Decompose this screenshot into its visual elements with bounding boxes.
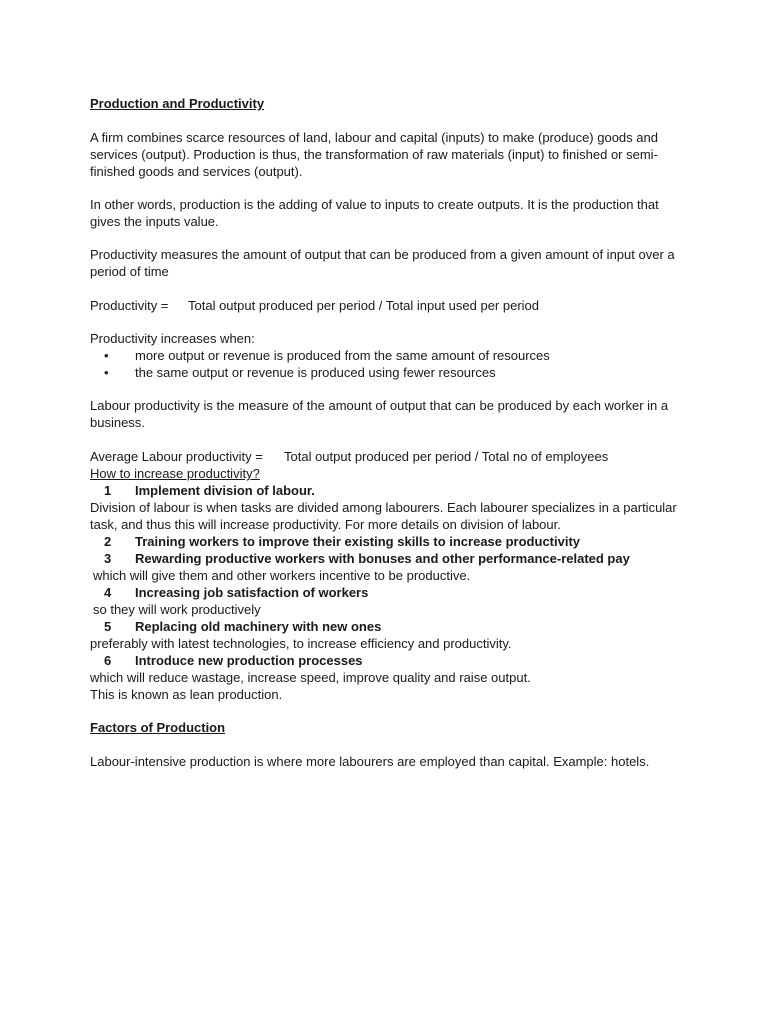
- productivity-definition: Productivity measures the amount of output that can be produced from a given amount of input over a period of time: [90, 247, 675, 279]
- how-to-heading: How to increase productivity?: [90, 466, 260, 481]
- step-5-title: 5 Replacing old machinery with new ones: [104, 619, 382, 634]
- average-labour-formula: [90, 448, 680, 465]
- increases-lead: Productivity increases when:: [90, 331, 255, 346]
- formula-lhs: Productivity =: [90, 298, 169, 313]
- document-page: [90, 95, 680, 770]
- labour-intensive-paragraph: Labour-intensive production is where more labourers are employed than capital. Example: hotels.: [90, 754, 650, 769]
- step-5-body: preferably with latest technologies, to increase efficiency and productivity.: [90, 636, 512, 651]
- step-2-title: 2 Training workers to improve their existing skills to increase productivity: [104, 534, 581, 549]
- step-1-title: 1 Implement division of labour.: [104, 483, 315, 498]
- step-4-body: so they will work productively: [93, 602, 261, 617]
- step-6-title: 6 Introduce new production processes: [104, 653, 363, 668]
- labour-productivity-definition: Labour productivity is the measure of the amount of output that can be produced by each worker in a business.: [90, 398, 669, 430]
- page-title: Production and Productivity: [90, 96, 265, 111]
- step-6-body: which will reduce wastage, increase speed, improve quality and raise output.: [90, 670, 531, 685]
- step-4-title: 4 Increasing job satisfaction of workers: [104, 585, 369, 600]
- productivity-formula: [90, 297, 680, 314]
- step-3-body: which will give them and other workers incentive to be productive.: [93, 568, 471, 583]
- bullet-icon: •: [104, 365, 109, 380]
- step-6-body-2: This is known as lean production.: [90, 687, 283, 702]
- factors-heading: Factors of Production: [90, 720, 226, 735]
- other-words-paragraph: In other words, production is the adding of value to inputs to create outputs. It is the production that gives the inputs value.: [90, 197, 659, 229]
- bullet-icon: •: [104, 348, 109, 363]
- step-1-body: Division of labour is when tasks are divided among labourers. Each labourer specializes in a particular task, and thus this will increase productivity. For more details on division of labour.: [90, 500, 677, 532]
- list-item: • more output or revenue is produced from the same amount of resources: [104, 348, 550, 363]
- avg-formula-rhs: Total output produced per period / Total no of employees: [284, 449, 609, 464]
- formula-rhs: Total output produced per period / Total input used per period: [188, 298, 539, 313]
- intro-paragraph: A firm combines scarce resources of land, labour and capital (inputs) to make (produce) goods and services (output). Production is thus, the transformation of raw materials (input) to finished or semi-finished goods and services (output).: [90, 130, 658, 179]
- avg-formula-lhs: Average Labour productivity =: [90, 449, 263, 464]
- step-3-title: 3 Rewarding productive workers with bonuses and other performance-related pay: [104, 551, 630, 566]
- increases-list: [90, 347, 680, 381]
- list-item: • the same output or revenue is produced using fewer resources: [104, 365, 496, 380]
